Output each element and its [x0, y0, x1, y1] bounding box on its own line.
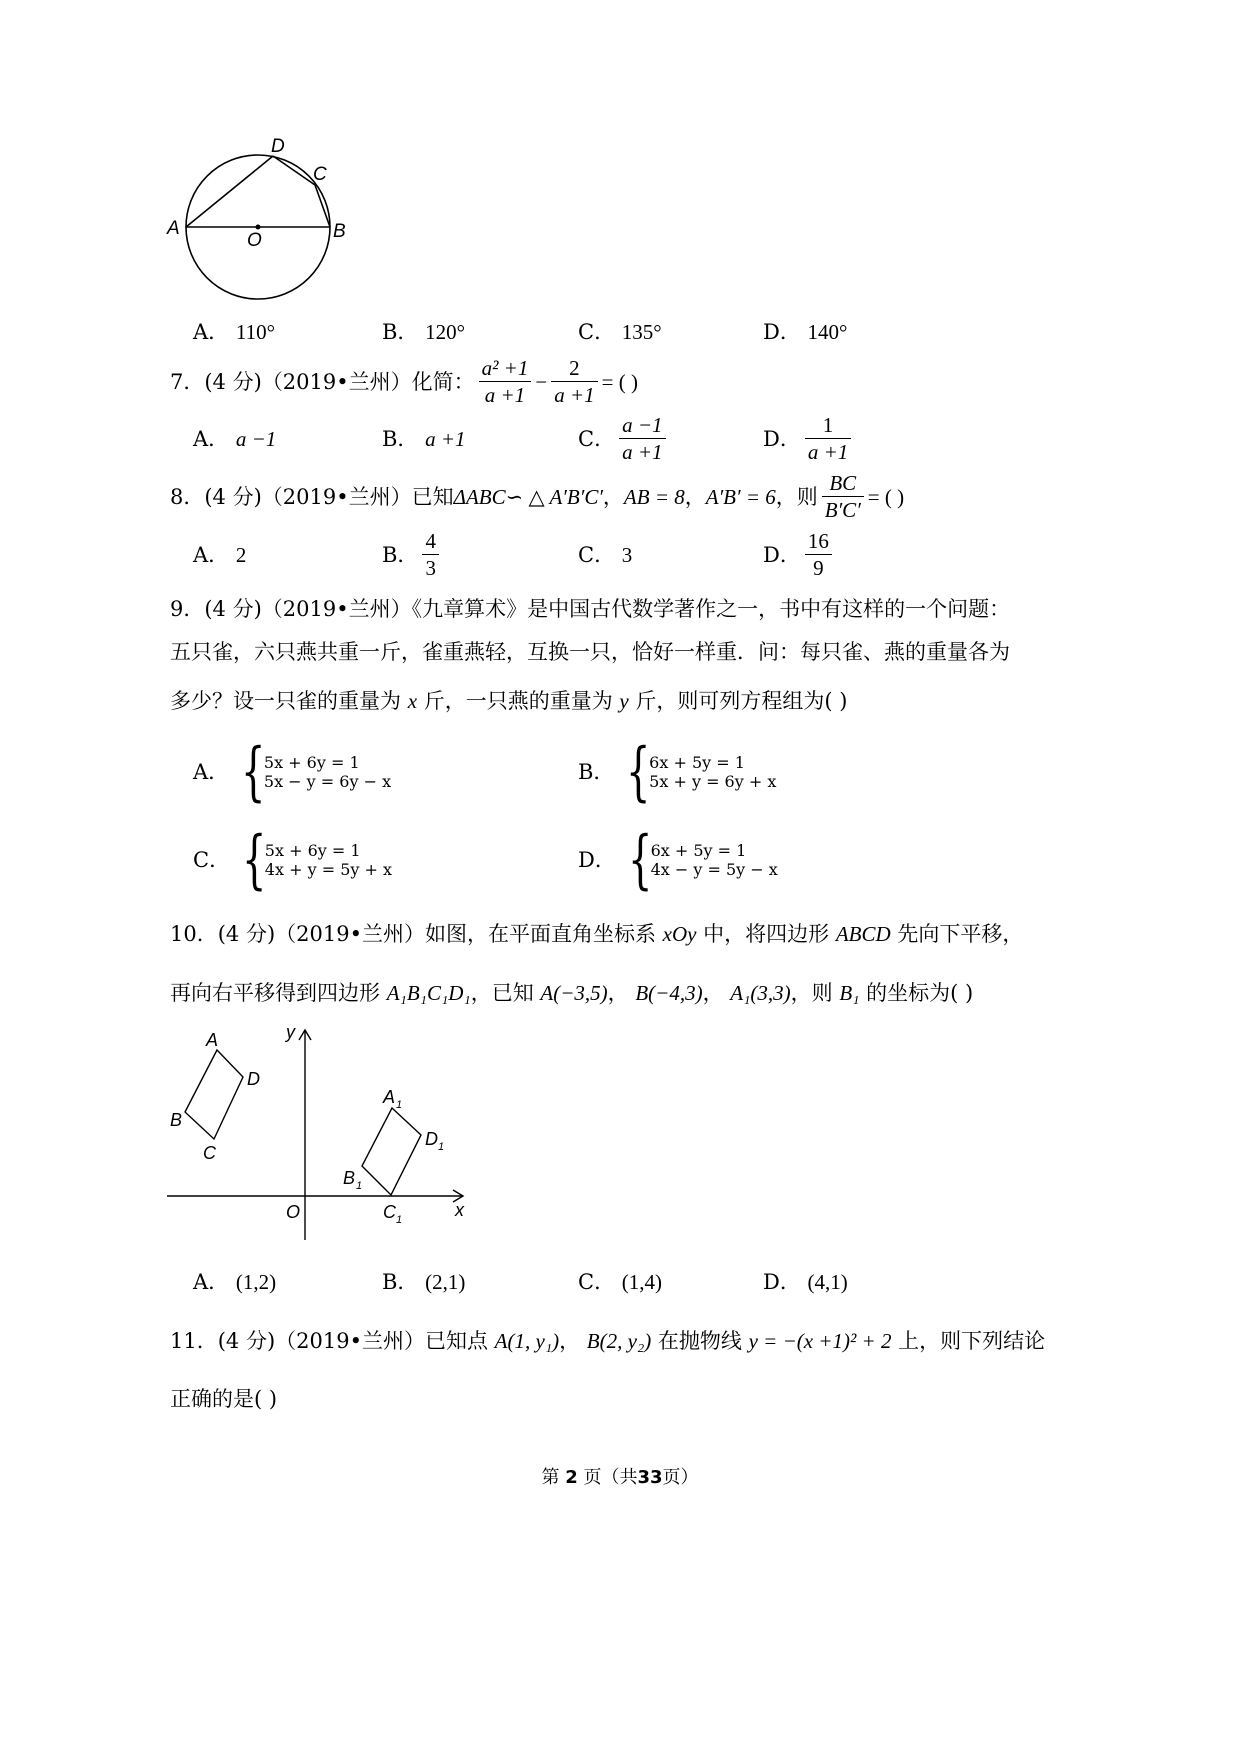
brace-icon: { [241, 735, 266, 809]
q8-question: 8．(4 分)（2019•兰州）已知 ΔABC∽ △ A′B′C′ ， AB = 8 ， A′B′ = 6 ，则 $\frac{BC}{B'C'}$ = ( ) [170, 471, 905, 522]
quad-a1b1c1d1 [362, 1108, 421, 1195]
chord-cb [315, 185, 330, 227]
q8-option-d[interactable]: D． $\frac{16}{9}$ [763, 528, 836, 581]
q10-option-d[interactable]: D． (4,1) [763, 1270, 848, 1294]
label-c: C [313, 164, 327, 185]
fig-label-a1-sub: 1 [396, 1099, 403, 1111]
q7-option-b[interactable]: B． a +1 [382, 427, 466, 451]
fig-label-d1-sub: 1 [438, 1141, 445, 1153]
q8-option-b[interactable]: B． $\frac{4}{3}$ [382, 528, 443, 581]
q9-line-1: 9．(4 分)（2019•兰州）《九章算术》是中国古代数学著作之一，书中有这样的一个问题： [170, 597, 1011, 621]
q9-option-a[interactable]: A． { 5x + 6y = 1 5x − y = 6y − x [193, 735, 392, 809]
fig-label-b: B [170, 1110, 183, 1130]
label-a: A [167, 218, 180, 239]
brace-icon: { [626, 735, 651, 809]
fig-label-x: x [455, 1200, 464, 1220]
q6-circle-figure [185, 150, 355, 315]
chord-ad [186, 156, 273, 227]
brace-icon: { [627, 823, 653, 897]
fig-label-o: O [286, 1202, 301, 1222]
q8-option-a[interactable]: A． 2 [193, 543, 247, 567]
q9-option-d[interactable]: D． { 6x + 5y = 1 4x − y = 5y − x [578, 823, 778, 897]
q7-question: 7．(4 分)（2019•兰州）化简： $\frac{\text{a² +1}}{a +1}$ − $\frac{2}{a +1}$ = ( ) [170, 356, 638, 407]
fig-label-b1-sub: 1 [356, 1180, 363, 1192]
fig-label-b1: B [343, 1168, 356, 1188]
q6-option-b[interactable]: B． 120° [382, 320, 466, 344]
fig-label-d: D [247, 1069, 260, 1089]
page-footer: 第 2 页（共33页） [541, 1467, 699, 1488]
fig-label-a1: A [383, 1087, 396, 1107]
center-dot [256, 225, 261, 230]
q7-option-c[interactable]: C． $\frac{a -1}{a +1}$ [578, 412, 670, 465]
q11-line-2: 正确的是( ) [170, 1387, 278, 1411]
q11-line-1: 11．(4 分)（2019•兰州）已知点 A(1, y₁)， B(2, y₂) 在抛物线 y = −(x +1)² + 2 上，则下列结论 [170, 1329, 1046, 1353]
fig-label-d1: D [425, 1129, 438, 1149]
fig-label-c1-sub: 1 [396, 1214, 403, 1226]
q10-line-1: 10．(4 分)（2019•兰州）如图，在平面直角坐标系 xOy 中，将四边形 ABCD 先向下平移， [170, 922, 1024, 946]
fig-label-a: A [206, 1030, 219, 1050]
fig-label-c1: C [383, 1202, 396, 1222]
q10-line-2: 再向右平移得到四边形 A₁B₁C₁D₁，已知 A(−3,5)， B(−4,3)， A₁(3,3)，则 B₁ 的坐标为( ) [170, 981, 974, 1005]
q6-option-a[interactable]: A． 110° [193, 320, 275, 344]
q9-option-c[interactable]: C． { 5x + 6y = 1 4x + y = 5y + x [193, 823, 393, 897]
q7-option-d[interactable]: D． $\frac{1}{a +1}$ [763, 412, 855, 465]
q9-line-2: 五只雀，六只燕共重一斤，雀重燕轻，互换一只，恰好一样重．问：每只雀、燕的重量各为 [170, 640, 1010, 664]
label-o: O [247, 230, 262, 251]
q9-line-3: 多少？设一只雀的重量为 x 斤，一只燕的重量为 y 斤，则可列方程组为( ) [170, 689, 848, 713]
q7-frac-2: $\frac{2}{a +1}$ [551, 355, 597, 408]
q6-option-d[interactable]: D． 140° [763, 320, 848, 344]
page-number: 2 [565, 1467, 578, 1488]
total-pages: 33 [637, 1467, 663, 1488]
label-d: D [271, 136, 285, 157]
q10-option-a[interactable]: A． (1,2) [193, 1270, 277, 1294]
q6-option-c[interactable]: C． 135° [578, 320, 662, 344]
q9-option-b[interactable]: B． { 6x + 5y = 1 5x + y = 6y + x [578, 735, 777, 809]
q10-coordinate-figure [165, 1020, 475, 1250]
q7-frac-1: $\frac{\text{a² +1}}{a +1}$ [479, 355, 532, 408]
q10-option-b[interactable]: B． (2,1) [382, 1270, 466, 1294]
fig-label-y: y [286, 1022, 295, 1042]
fig-label-c: C [203, 1143, 216, 1163]
q7-option-a[interactable]: A． a −1 [193, 427, 277, 451]
brace-icon: { [242, 823, 267, 897]
chord-dc [273, 156, 315, 185]
q10-option-c[interactable]: C． (1,4) [578, 1270, 663, 1294]
label-b: B [333, 221, 346, 242]
quad-abcd [185, 1050, 243, 1139]
q8-option-c[interactable]: C． 3 [578, 543, 633, 567]
